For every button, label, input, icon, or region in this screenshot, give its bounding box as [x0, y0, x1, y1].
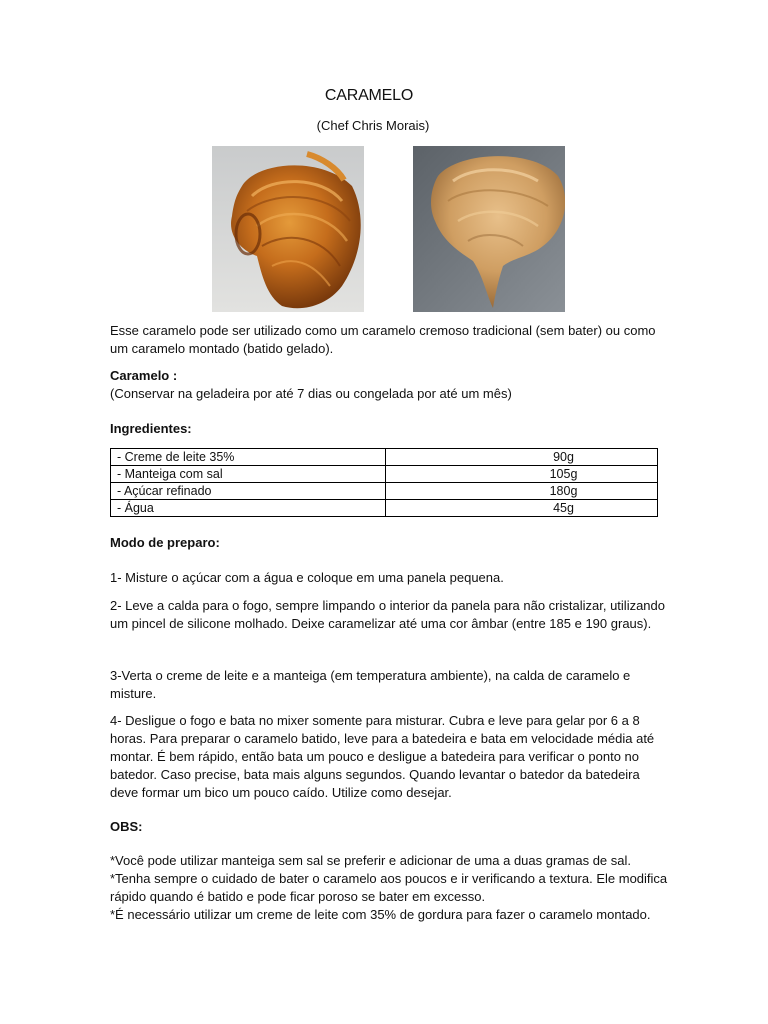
obs-note-3: *É necessário utilizar um creme de leite com 35% de gordura para fazer o caramelo montado. — [110, 907, 651, 922]
obs-note-1: *Você pode utilizar manteiga sem sal se preferir e adicionar de uma a duas gramas de sal. — [110, 853, 632, 868]
table-row — [111, 466, 658, 483]
ingredient-name: - Creme de leite 35% — [111, 449, 386, 466]
method-heading: Modo de preparo: — [110, 535, 220, 550]
caramel-heading: Caramelo : — [110, 368, 178, 383]
ingredient-qty: 45g — [386, 500, 658, 517]
table-row — [111, 449, 658, 466]
ingredient-name: - Água — [111, 500, 386, 517]
page-subtitle: (Chef Chris Morais) — [316, 118, 430, 133]
ingredient-qty: 105g — [386, 466, 658, 483]
ingredients-table — [110, 448, 658, 517]
method-step-2: 2- Leve a calda para o fogo, sempre limpando o interior da panela para não cristalizar, utilizando um pincel de silicone molhado. Deixe caramelizar até uma cor âmbar (entre 185 e 190 graus). — [110, 598, 666, 631]
ingredient-name: - Açúcar refinado — [111, 483, 386, 500]
table-row — [111, 483, 658, 500]
ingredients-heading: Ingredientes: — [110, 421, 192, 436]
caramel-section — [110, 367, 670, 403]
ingredient-name: - Manteiga com sal — [111, 466, 386, 483]
caramel-photo-whipped — [413, 146, 565, 312]
obs-heading: OBS: — [110, 819, 143, 834]
method-step-3: 3-Verta o creme de leite e a manteiga (em temperatura ambiente), na calda de caramelo e misture. — [110, 668, 631, 701]
intro-paragraph: Esse caramelo pode ser utilizado como um caramelo cremoso tradicional (sem bater) ou como um caramelo montado (batido gelado). — [110, 323, 656, 356]
ingredient-qty: 180g — [386, 483, 658, 500]
obs-note-2: *Tenha sempre o cuidado de bater o caramelo aos poucos e ir verificando a textura. Ele modifica rápido quando é batido e pode ficar poroso se bater em excesso. — [110, 871, 668, 904]
caramel-photo-glossy — [212, 146, 364, 312]
method-step-1: 1- Misture o açúcar com a água e coloque em uma panela pequena. — [110, 570, 504, 585]
storage-note: (Conservar na geladeira por até 7 dias ou congelada por até um mês) — [110, 386, 512, 401]
method-step-4: 4- Desligue o fogo e bata no mixer somente para misturar. Cubra e leve para gelar por 6 a 8 horas. Para preparar o caramelo batido, leve para a batedeira e bata em velocidade média até montar. É bem rápido, então bata um pouco e desligue a batedeira para verificar o ponto no batedor. Caso precise, bata mais alguns segundos. Quando levantar o batedor da batedeira deve formar um bico um pouco caído. Utilize como desejar. — [110, 713, 655, 800]
ingredient-qty: 90g — [386, 449, 658, 466]
table-row — [111, 500, 658, 517]
page-title: CARAMELO — [324, 87, 414, 104]
